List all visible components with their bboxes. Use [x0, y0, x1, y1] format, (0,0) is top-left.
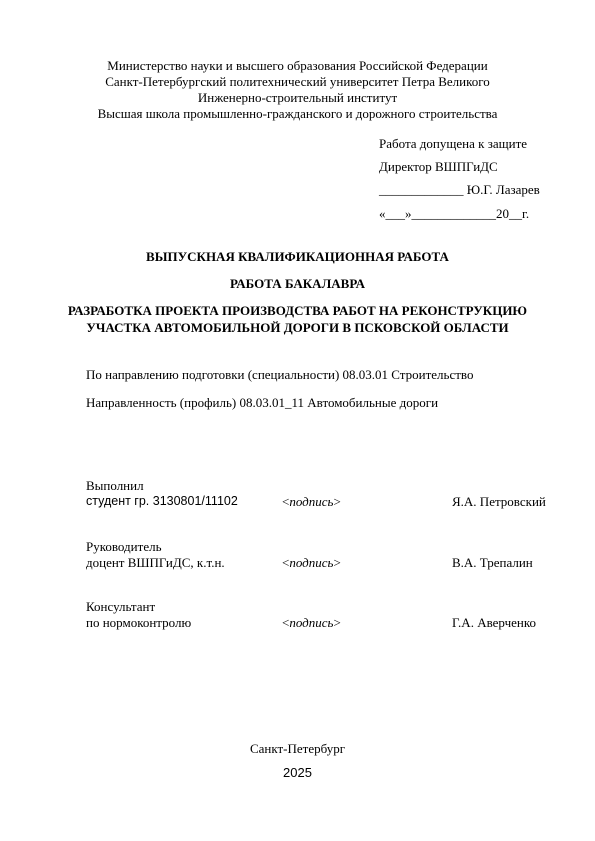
- signature-name-supervisor: В.А. Трепалин: [452, 555, 533, 570]
- signature-role-supervisor: Руководитель: [86, 539, 162, 554]
- institute-name: Инженерно-строительный институт: [197, 90, 398, 105]
- signature-detail-author: студент гр. 3130801/11102: [86, 494, 238, 508]
- signature-name-consultant: Г.А. Аверченко: [452, 615, 537, 630]
- ministry-name: Министерство науки и высшего образования Российской Федерации: [107, 58, 488, 73]
- program-direction: По направлению подготовки (специальности) 08.03.01 Строительство: [86, 367, 474, 382]
- signature-placeholder-supervisor: <подпись>: [282, 555, 341, 570]
- approval-position: Директор ВШПГиДС: [379, 159, 498, 174]
- approval-date-line: «___»_____________20__г.: [379, 206, 530, 221]
- school-name: Высшая школа промышленно-гражданского и дорожного строительства: [97, 106, 498, 121]
- signature-placeholder-text: подпись: [289, 555, 334, 570]
- work-type-heading: ВЫПУСКНАЯ КВАЛИФИКАЦИОННАЯ РАБОТА: [146, 249, 449, 264]
- university-name: Санкт-Петербургский политехнический университет Петра Великого: [105, 74, 490, 89]
- signature-name-author: Я.А. Петровский: [452, 494, 546, 509]
- footer-year: 2025: [283, 765, 312, 780]
- footer-city: Санкт-Петербург: [249, 741, 346, 756]
- work-title: РАЗРАБОТКА ПРОЕКТА ПРОИЗВОДСТВА РАБОТ НА РЕКОНСТРУКЦИЮ УЧАСТКА АВТОМОБИЛЬНОЙ ДОРОГИ В ПСКОВСКОЙ ОБЛАСТИ: [67, 303, 528, 335]
- approval-signature-line: _____________ Ю.Г. Лазарев: [379, 182, 540, 197]
- signature-role-consultant: Консультант: [86, 599, 156, 614]
- signature-placeholder-consultant: <подпись>: [282, 615, 341, 630]
- program-profile: Направленность (профиль) 08.03.01_11 Автомобильные дороги: [86, 395, 439, 410]
- signature-detail-consultant: по нормоконтролю: [86, 615, 192, 630]
- signature-placeholder-text: подпись: [289, 494, 334, 509]
- signature-placeholder-text: подпись: [289, 615, 334, 630]
- signature-detail-supervisor: доцент ВШПГиДС, к.т.н.: [86, 555, 225, 570]
- signature-placeholder-author: <подпись>: [282, 494, 341, 509]
- signature-role-author: Выполнил: [86, 478, 144, 493]
- approval-admitted: Работа допущена к защите: [379, 136, 528, 151]
- work-level-heading: РАБОТА БАКАЛАВРА: [230, 276, 365, 291]
